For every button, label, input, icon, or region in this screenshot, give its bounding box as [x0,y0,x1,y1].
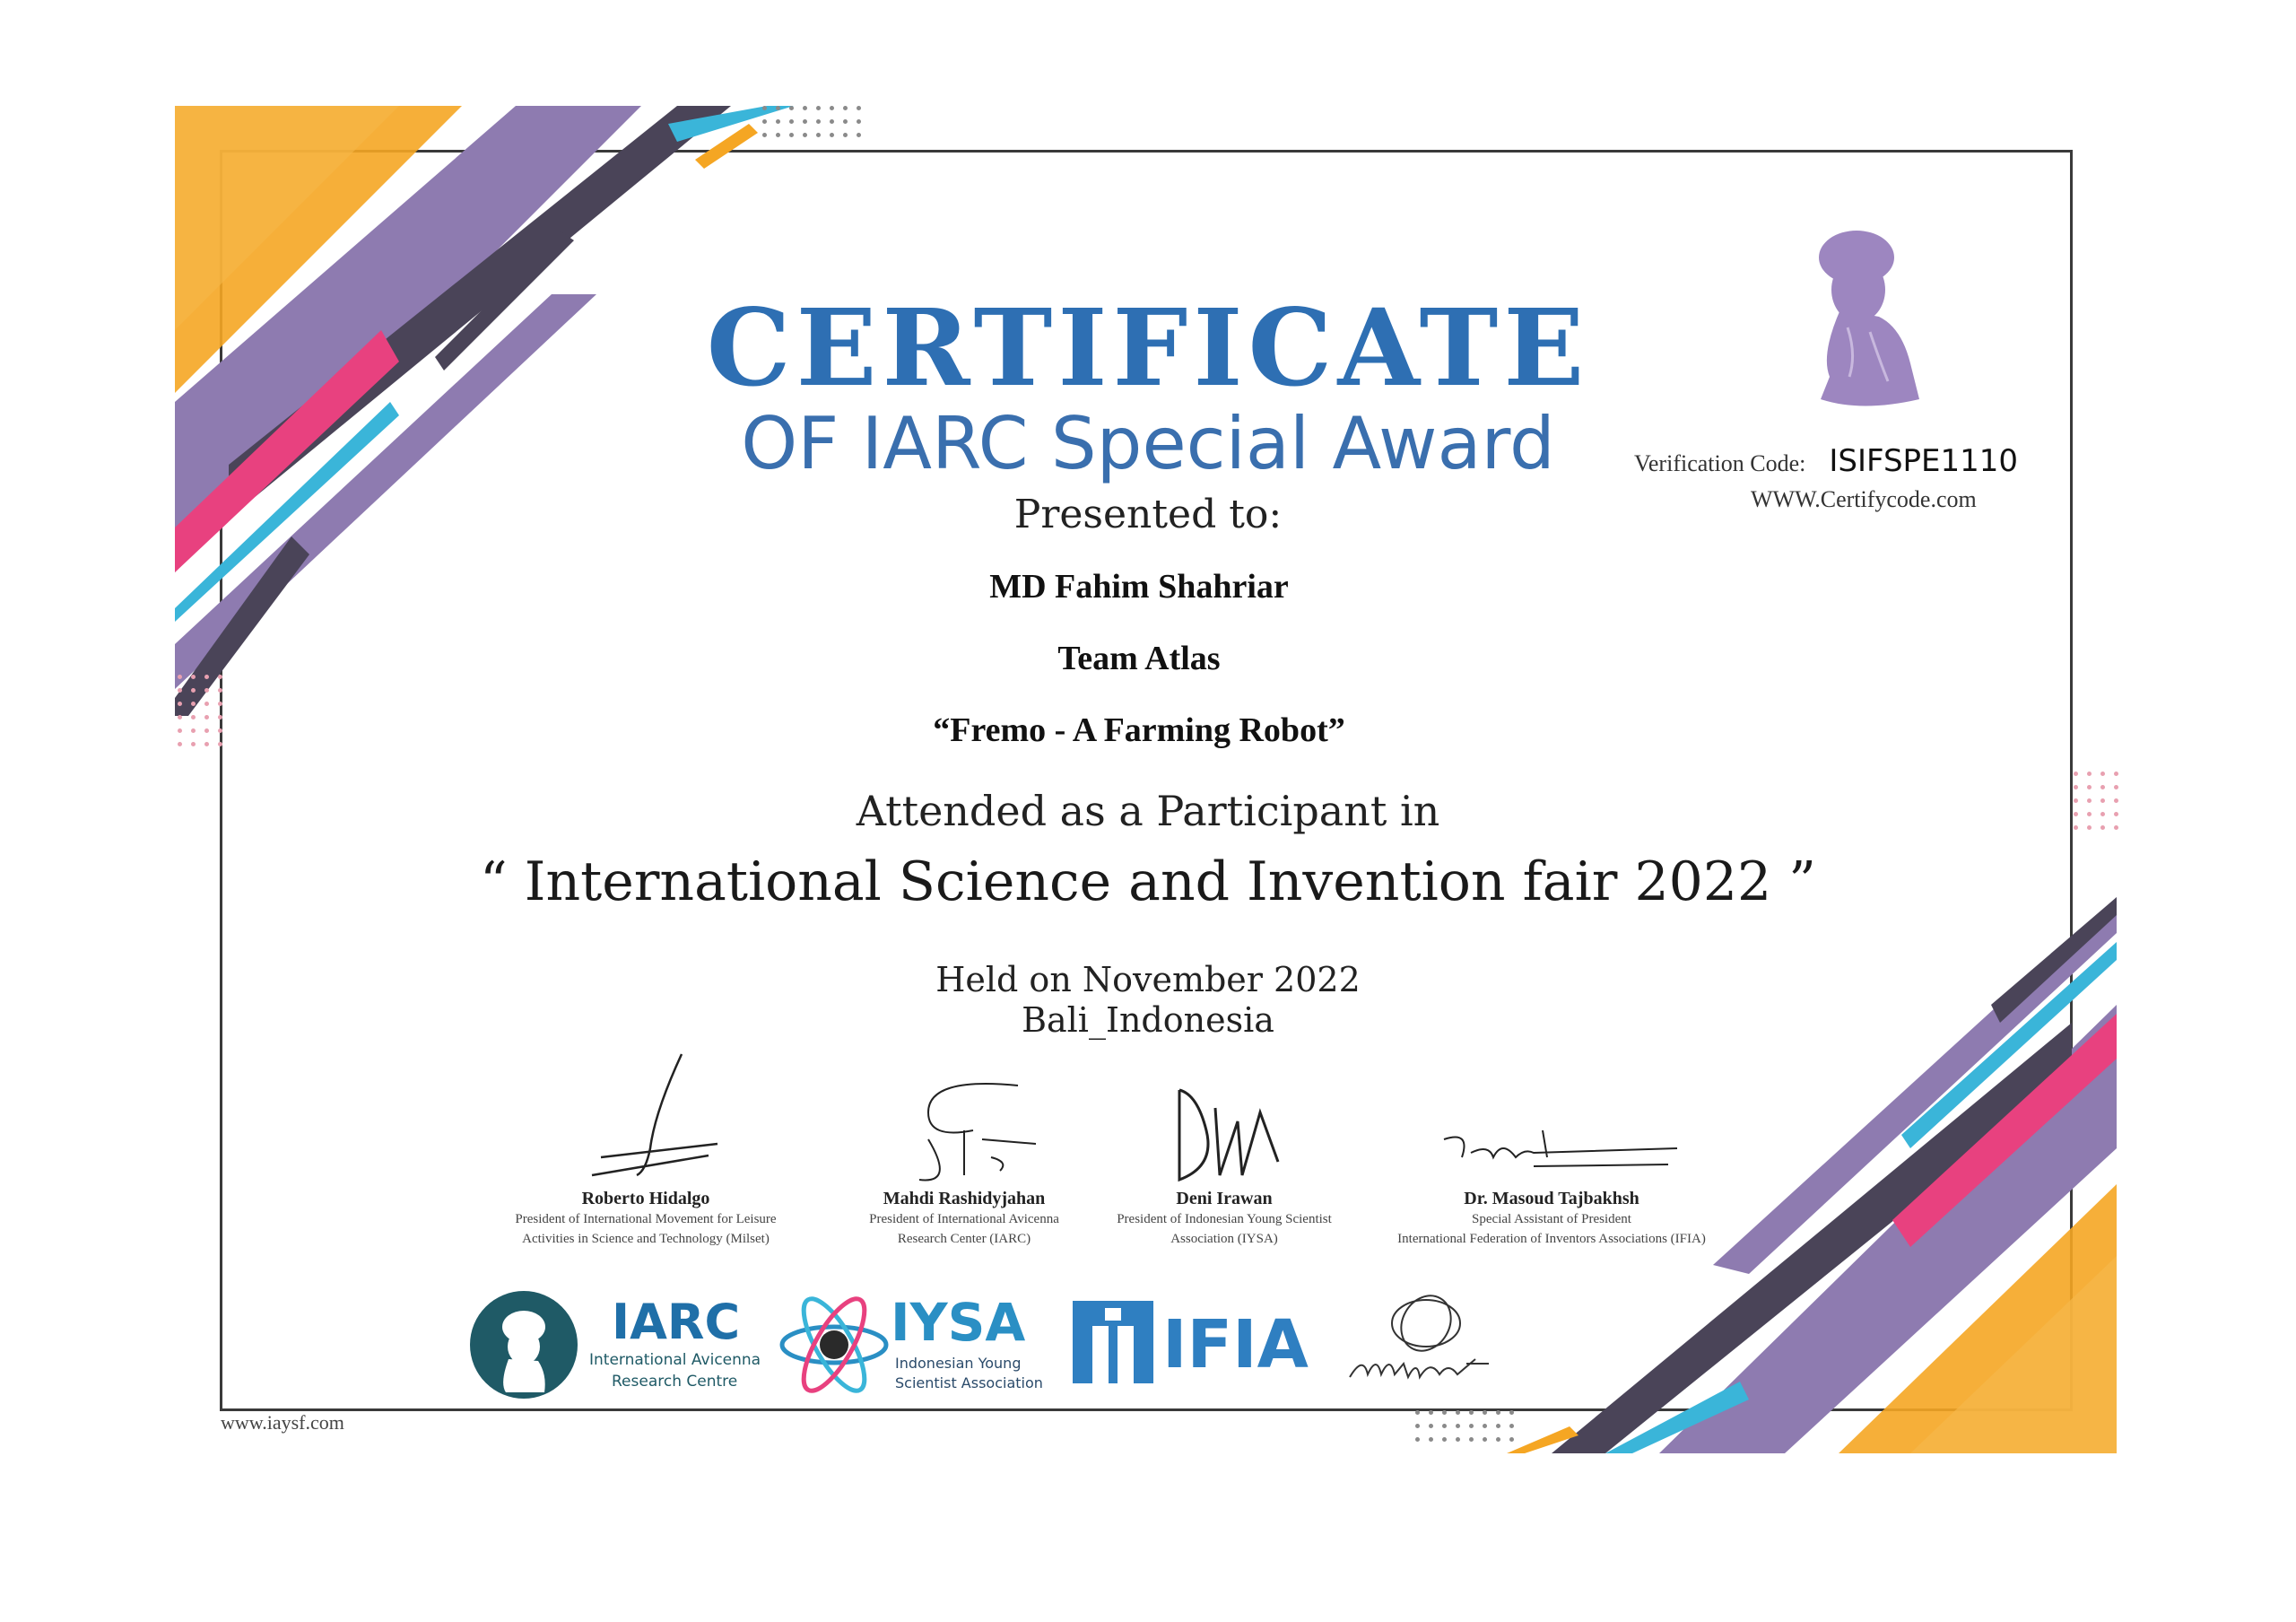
presented-label: Presented to: [1013,492,1283,537]
signatory-role: Special Assistant of President [1472,1212,1631,1226]
iarc-emblem-icon [468,1289,580,1401]
atom-icon [778,1289,891,1401]
iarc-abbr: IARC [612,1294,741,1350]
verification-url: WWW.Certifycode.com [1751,486,1977,512]
event-name: “ International Science and Invention fair 2022 ” [480,850,1816,913]
iysa-logo [778,1285,1065,1401]
iysa-abbr: IYSA [891,1292,1026,1353]
signatory-role: President of Indonesian Young Scientist [1117,1212,1332,1226]
recipient-name: MD Fahim Shahriar [989,568,1289,606]
held-date: Held on November 2022 [935,960,1361,999]
signatory-2 [812,1077,1117,1249]
dot-grid-bottom [1415,1410,1514,1442]
signatory-name: Deni Irawan [1176,1189,1273,1208]
verification-code: ISIFSPE1110 [1829,443,2019,479]
footer-website: www.iaysf.com [221,1411,344,1434]
ifia-abbr: IFIA [1162,1306,1309,1383]
event-location: Bali_Indonesia [1022,1000,1274,1040]
dot-grid-top [762,106,861,137]
signatory-4 [1372,1103,1731,1249]
signatory-role: President of International Avicenna [869,1212,1059,1226]
signatory-name: Mahdi Rashidyjahan [883,1189,1046,1208]
signatory-1 [466,1050,825,1249]
certificate-title: CERTIFICATE [706,285,1590,410]
signatory-role: Research Center (IARC) [897,1232,1031,1246]
signature-2 [874,1077,1054,1189]
signatory-role: President of International Movement for Leisure [515,1212,777,1226]
milset-logo-icon [1341,1292,1493,1391]
team-name: Team Atlas [1057,640,1221,677]
project-title: “Fremo - A Farming Robot” [933,711,1345,749]
iarc-logo [468,1285,773,1401]
signature-4 [1408,1103,1695,1189]
iarc-line2: Research Centre [612,1373,738,1391]
signatory-role: Association (IYSA) [1170,1232,1278,1246]
iarc-line1: International Avicenna [589,1351,761,1369]
attended-text: Attended as a Participant in [856,787,1440,835]
signature-1 [547,1050,744,1189]
iysa-line1: Indonesian Young [895,1355,1022,1372]
verification-label: Verification Code: [1634,450,1806,476]
signatory-role: Activities in Science and Technology (Milset) [522,1232,770,1246]
signatory-3 [1090,1077,1359,1249]
signatory-name: Roberto Hidalgo [581,1189,710,1208]
ifia-logo [1073,1301,1324,1391]
signatory-name: Dr. Masoud Tajbakhsh [1464,1189,1639,1208]
signatory-role: International Federation of Inventors Associations (IFIA) [1397,1232,1706,1246]
signature-3 [1152,1077,1296,1189]
ifia-emblem-icon [1073,1301,1153,1383]
iysa-line2: Scientist Association [895,1374,1043,1391]
certificate-subtitle: OF IARC Special Award [741,402,1555,485]
